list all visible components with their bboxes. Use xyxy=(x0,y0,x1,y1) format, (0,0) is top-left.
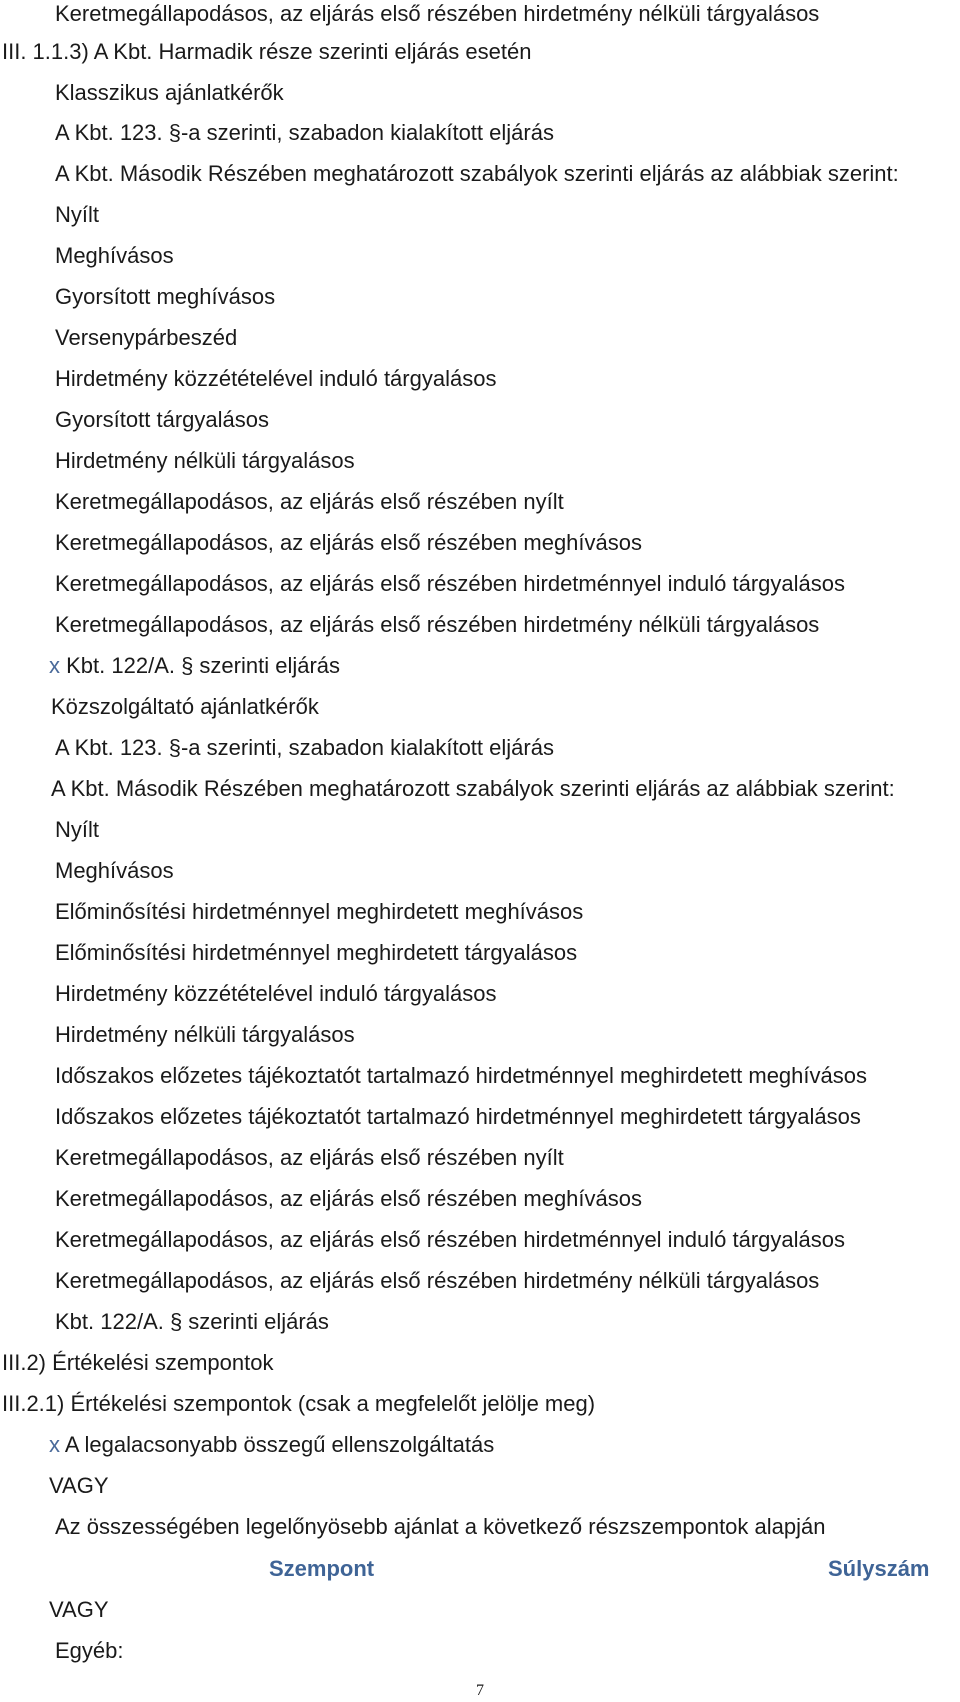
option-line-checked xyxy=(49,652,340,680)
criterion-column-header: Szempont xyxy=(269,1556,375,1581)
option-line: Keretmegállapodásos, az eljárás első részében nyílt xyxy=(55,489,564,514)
text-line: A Kbt. 123. §-a szerinti, szabadon kialakított eljárás xyxy=(55,735,554,760)
option-line: Időszakos előzetes tájékoztatót tartalmazó hirdetménnyel meghirdetett tárgyalásos xyxy=(55,1104,861,1129)
option-line: Előminősítési hirdetménnyel meghirdetett tárgyalásos xyxy=(55,940,578,965)
option-line: Egyéb: xyxy=(55,1638,124,1663)
option-line: Meghívásos xyxy=(55,243,174,268)
option-line: Kbt. 122/A. § szerinti eljárás xyxy=(55,1309,329,1334)
option-line: Időszakos előzetes tájékoztatót tartalmazó hirdetménnyel meghirdetett meghívásos xyxy=(55,1063,867,1088)
option-line: Keretmegállapodásos, az eljárás első részében meghívásos xyxy=(55,1186,642,1211)
subheading: Közszolgáltató ajánlatkérők xyxy=(51,694,319,719)
subheading: Klasszikus ajánlatkérők xyxy=(55,80,284,105)
option-line: Versenypárbeszéd xyxy=(55,325,238,350)
option-line: Keretmegállapodásos, az eljárás első részében hirdetménnyel induló tárgyalásos xyxy=(55,571,846,596)
section-heading: III.2.1) Értékelési szempontok (csak a megfelelőt jelölje meg) xyxy=(2,1391,596,1416)
separator-text: VAGY xyxy=(49,1473,109,1498)
option-line: Hirdetmény nélküli tárgyalásos xyxy=(55,448,355,473)
option-line: Keretmegállapodásos, az eljárás első részében meghívásos xyxy=(55,530,642,555)
option-line: Hirdetmény közzétételével induló tárgyalásos xyxy=(55,366,497,391)
option-line-checked xyxy=(49,1431,494,1459)
option-line: Gyorsított meghívásos xyxy=(55,284,276,309)
option-label: Kbt. 122/A. § szerinti eljárás xyxy=(66,653,341,678)
option-line: Keretmegállapodásos, az eljárás első részében hirdetmény nélküli tárgyalásos xyxy=(55,1268,820,1293)
section-heading: III. 1.1.3) A Kbt. Harmadik része szerinti eljárás esetén xyxy=(2,39,532,64)
option-line: Előminősítési hirdetménnyel meghirdetett meghívásos xyxy=(55,899,584,924)
text-line: A Kbt. 123. §-a szerinti, szabadon kialakított eljárás xyxy=(55,120,554,145)
check-mark: x xyxy=(49,653,60,678)
option-line: Hirdetmény nélküli tárgyalásos xyxy=(55,1022,355,1047)
option-line: Az összességében legelőnyösebb ajánlat a következő részszempontok alapján xyxy=(55,1514,826,1539)
separator-text: VAGY xyxy=(49,1597,109,1622)
text-line: A Kbt. Második Részében meghatározott szabályok szerinti eljárás az alábbiak szerint: xyxy=(55,161,899,186)
weight-column-header: Súlyszám xyxy=(828,1556,930,1581)
section-heading: III.2) Értékelési szempontok xyxy=(2,1350,274,1375)
option-line: Nyílt xyxy=(55,817,99,842)
option-line: Meghívásos xyxy=(55,858,174,883)
option-line: Gyorsított tárgyalásos xyxy=(55,407,269,432)
text-line: Keretmegállapodásos, az eljárás első részében hirdetmény nélküli tárgyalásos xyxy=(55,1,820,26)
text-line: A Kbt. Második Részében meghatározott szabályok szerinti eljárás az alábbiak szerint: xyxy=(51,776,895,801)
option-line: Keretmegállapodásos, az eljárás első részében nyílt xyxy=(55,1145,564,1170)
check-mark: x xyxy=(49,1432,60,1457)
option-line: Nyílt xyxy=(55,202,99,227)
option-line: Keretmegállapodásos, az eljárás első részében hirdetménnyel induló tárgyalásos xyxy=(55,1227,846,1252)
option-label: A legalacsonyabb összegű ellenszolgáltatás xyxy=(64,1432,495,1457)
option-line: Hirdetmény közzétételével induló tárgyalásos xyxy=(55,981,497,1006)
option-line: Keretmegállapodásos, az eljárás első részében hirdetmény nélküli tárgyalásos xyxy=(55,612,820,637)
page-number: 7 xyxy=(476,1682,484,1699)
